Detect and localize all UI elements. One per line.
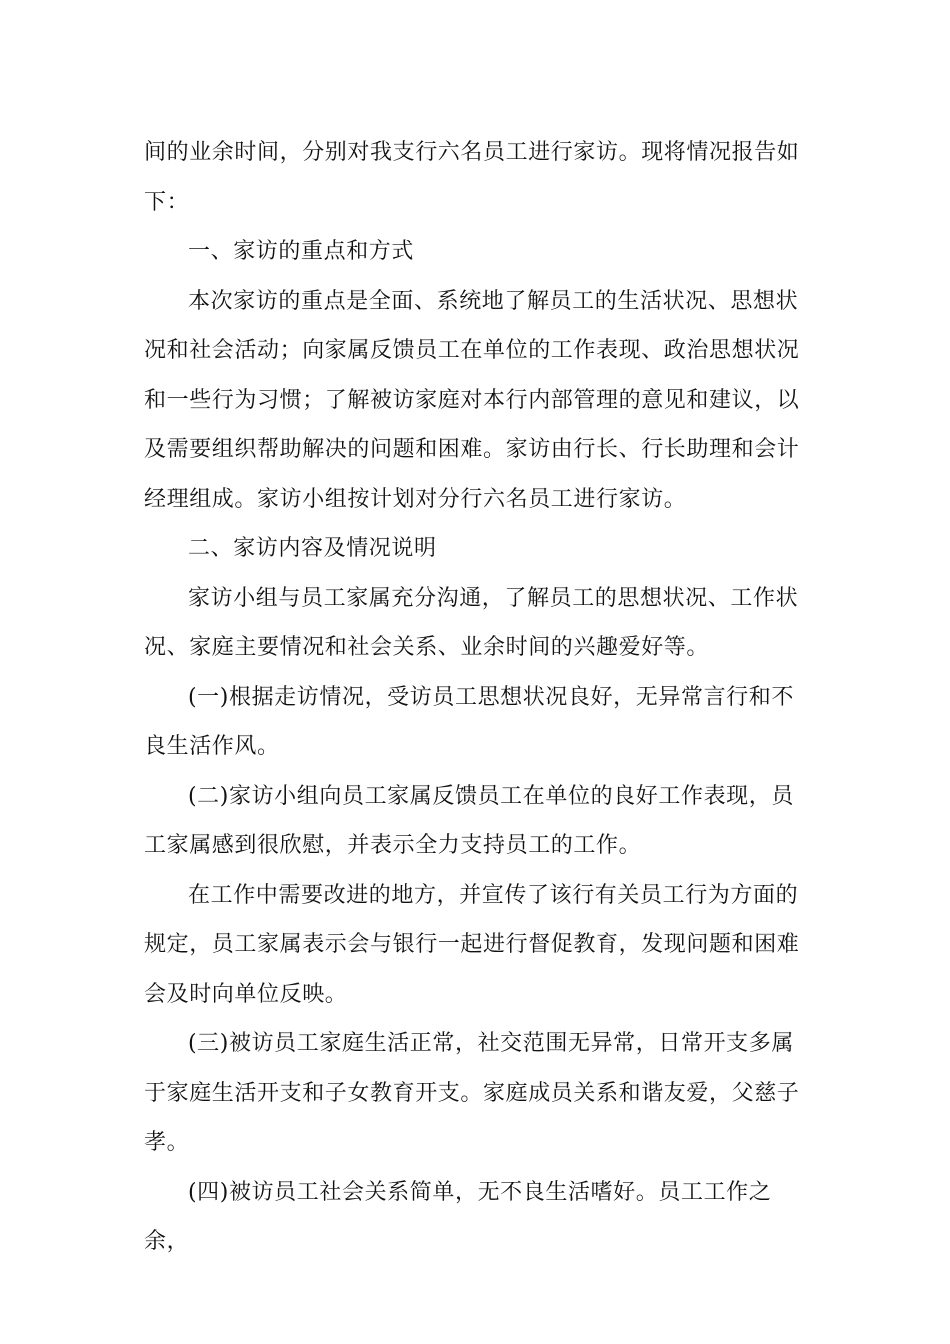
paragraph-continuation: 间的业余时间，分别对我支行六名员工进行家访。现将情况报告如下： xyxy=(144,140,800,215)
paragraph-item-1: (一)根据走访情况，受访员工思想状况良好，无异常言行和不良生活作风。 xyxy=(144,684,794,759)
section-heading-1: 一、家访的重点和方式 xyxy=(188,239,415,264)
paragraph-item-3: (三)被访员工家庭生活正常，社交范围无异常，日常开支多属于家庭生活开支和子女教育开支。家庭成员关系和谐友爱，父慈子孝。 xyxy=(144,1031,800,1155)
paragraph-communication: 家访小组与员工家属充分沟通，了解员工的思想状况、工作状况、家庭主要情况和社会关系、业余时间的兴趣爱好等。 xyxy=(144,585,799,660)
paragraph-improvement: 在工作中需要改进的地方，并宣传了该行有关员工行为方面的规定，员工家属表示会与银行一起进行督促教育，发现问题和困难会及时向单位反映。 xyxy=(144,882,800,1007)
paragraph-focus-and-method: 本次家访的重点是全面、系统地了解员工的生活状况、思想状况和社会活动；向家属反馈员工在单位的工作表现、政治思想状况和一些行为习惯；了解被访家庭对本行内部管理的意见和建议，以及需要组织帮助解决的问题和困难。家访由行长、行长助理和会计经理组成。家访小组按计划对分行六名员工进行家访。 xyxy=(144,288,800,512)
paragraph-item-4: (四)被访员工社会关系简单，无不良生活嗜好。员工工作之余， xyxy=(144,1179,772,1254)
document-body xyxy=(144,128,808,1267)
paragraph-item-2: (二)家访小组向员工家属反馈员工在单位的良好工作表现，员工家属感到很欣慰，并表示全力支持员工的工作。 xyxy=(144,783,794,858)
section-heading-2: 二、家访内容及情况说明 xyxy=(188,536,437,561)
